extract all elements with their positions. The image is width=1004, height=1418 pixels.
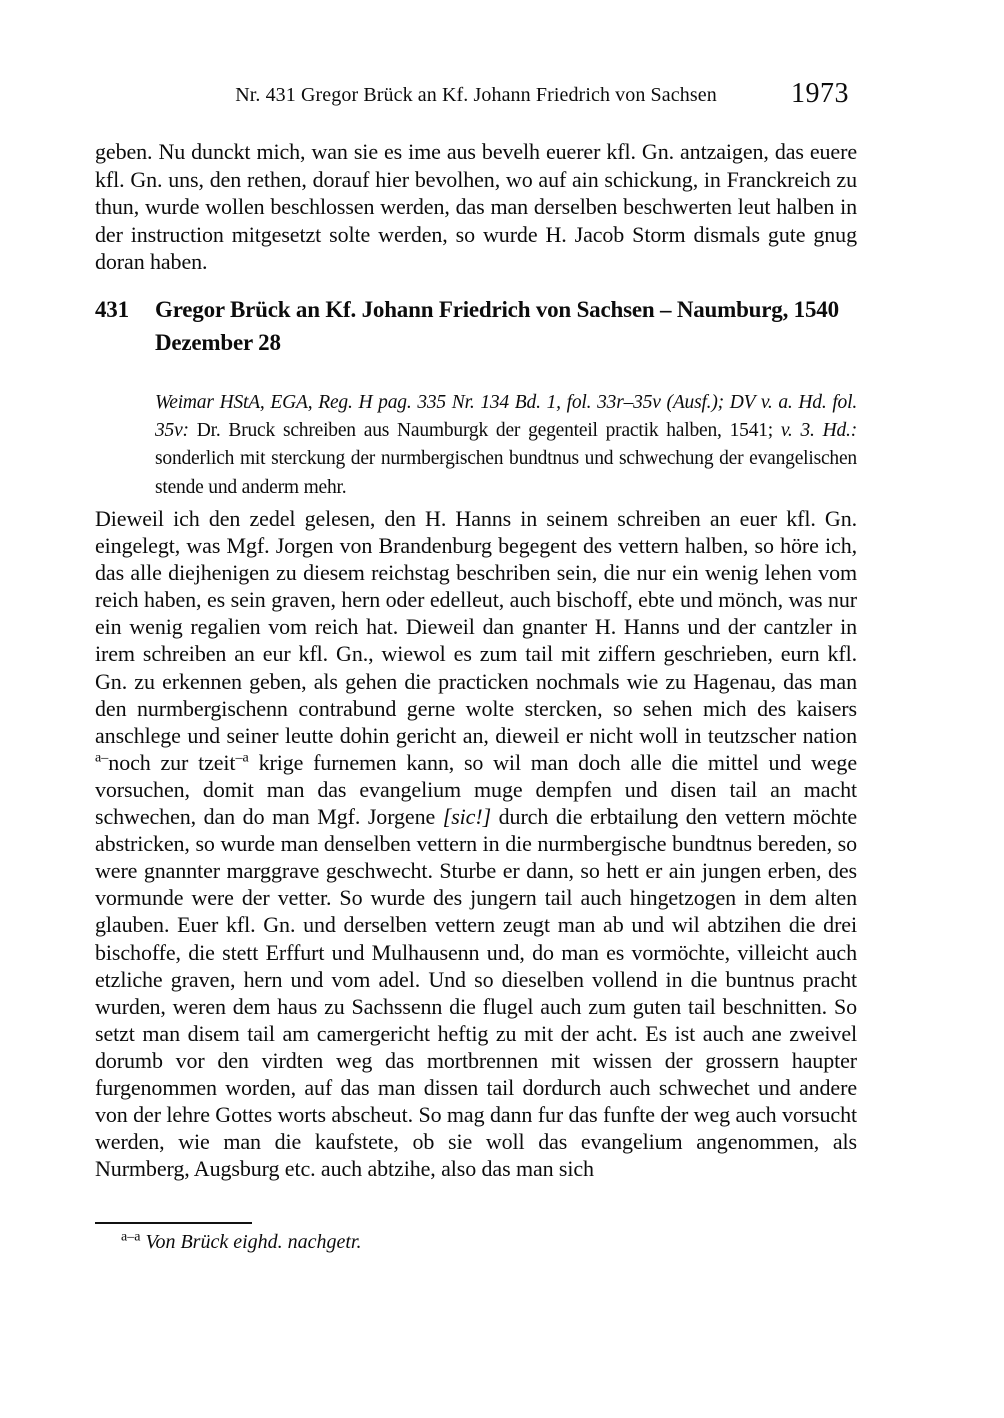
footnote-text: Von Brück eighd. nachgetr.	[140, 1231, 362, 1253]
body-text-part2: noch zur tzeit	[108, 749, 236, 775]
footnote-ref-close: –a	[235, 749, 249, 766]
entry-title	[155, 293, 857, 359]
page-number: 1973	[791, 78, 849, 109]
source-note-dorsal-note-text: Dr. Bruck schreiben aus Naumburgk der gegenteil practik halben, 1541;	[188, 419, 781, 441]
entry-number: 431	[95, 297, 129, 322]
source-note-third-hand-text: sonderlich mit sterckung der nurmbergischen bundtnus und schwechung der evangelischen stende und anderm mehr.	[155, 448, 857, 498]
running-head: Nr. 431 Gregor Brück an Kf. Johann Friedrich von Sachsen	[235, 84, 717, 106]
entry-title-line2: Dezember 28	[155, 330, 281, 355]
sic-annotation: [sic!]	[442, 804, 492, 830]
entry-heading	[95, 293, 857, 359]
footnote-separator-rule	[95, 1222, 252, 1224]
source-note-third-hand-label: v. 3. Hd.:	[780, 419, 857, 441]
source-note	[155, 389, 857, 503]
footnote-ref-open: a–	[95, 749, 109, 766]
continuation-paragraph: geben. Nu dunckt mich, wan sie es ime aus bevelh euerer kfl. Gn. antzaigen, das euere kfl. Gn. uns, den rethen, dorauf hier bevolhen, wo auf ain schickung, in Franckreich zu thun, wurde wollen beschlossen werden, das man derselben beschwerten leut halben in der instruction mitgesetzt solte werden, so wurde H. Jacob Storm dismals gute gnug doran haben.	[95, 139, 857, 274]
source-note-archive-reference: Weimar HStA, EGA, Reg. H pag. 335 Nr. 134 Bd. 1, fol. 33r–35v (Ausf.); DV v. a. Hd. fol. 35v:	[155, 391, 857, 441]
footnote	[121, 1229, 857, 1255]
entry-title-line1: Gregor Brück an Kf. Johann Friedrich von Sachsen – Naumburg, 1540	[155, 297, 839, 322]
running-head-row	[95, 78, 857, 112]
body-text-part3: krige furnemen kann, so wil man doch alle die mittel und wege vorsuchen, domit man das evangelium muge dempfen und disen tail an macht schwechen, dan do man Mgf. Jorgene	[95, 749, 857, 830]
body-text-part4: durch die erbtailung den vettern möchte abstricken, so wurde man denselben vettern in die nurmbergische bundtnus bereden, so were gnannter marggrave geschwecht. Sturbe er dann, so hett er ain jungen erben, des vormunde were der vetter. So wurde des jungern tail auch hingetzogen in dem alten glauben. Euer kfl. Gn. und derselben vettern zeugt man ab und wil abtzihen die drei bischoffe, die stett Erffurt und Mulhausenn und, do man es vormöchte, villeicht auch etzliche graven, hern und vom adel. Und so dieselben vollend in die buntnus pracht wurden, weren dem haus zu Sachssenn die flugel auch zum guten tail beschnitten. So setzt man disem tail am camergericht heftig zu mit der acht. Es ist auch ane zweivel dorumb vor den virdten weg das mortbrennen mit wissen der grossern haupter furgenommen worden, auf das man dissen tail dordurch auch schwechet und andere von der lehre Gottes worts abscheut. So mag dann fur das funfte der weg auch vorsucht werden, wie man die kaufstete, ob sie woll das evangelium angenommen, als Nurmberg, Augsburg etc. auch abtzihe, also das man sich	[95, 804, 857, 1182]
letter-body	[95, 505, 857, 1182]
footnote-marker: a–a	[121, 1229, 141, 1245]
body-text-part1: Dieweil ich den zedel gelesen, den H. Hanns in seinem schreiben an euer kfl. Gn. eingelegt, was Mgf. Jorgen von Brandenburg begegent des vettern halben, so höre ich, das alle diejhenigen zu diesem reichstag beschriben sein, die nur ein wenig lehen vom reich haben, es sein graven, hern oder edelleut, auch bischoff, ebte und mönch, was nur ein wenig regalien vom reich hat. Dieweil dan gnanter H. Hanns und der cantzler in irem schreiben an eur kfl. Gn., wiewol es zum tail mit ziffern geschrieben, eurn kfl. Gn. zu erkennen geben, als gehen die practicken nochmals wie zu Hagenau, das man den nurmbergischenn contrabund gerne wolte stercken, so sehen mich des kaisers anschlege und seiner leutte dohin gericht an, dieweil er nicht woll in teutzscher nation	[95, 506, 857, 748]
